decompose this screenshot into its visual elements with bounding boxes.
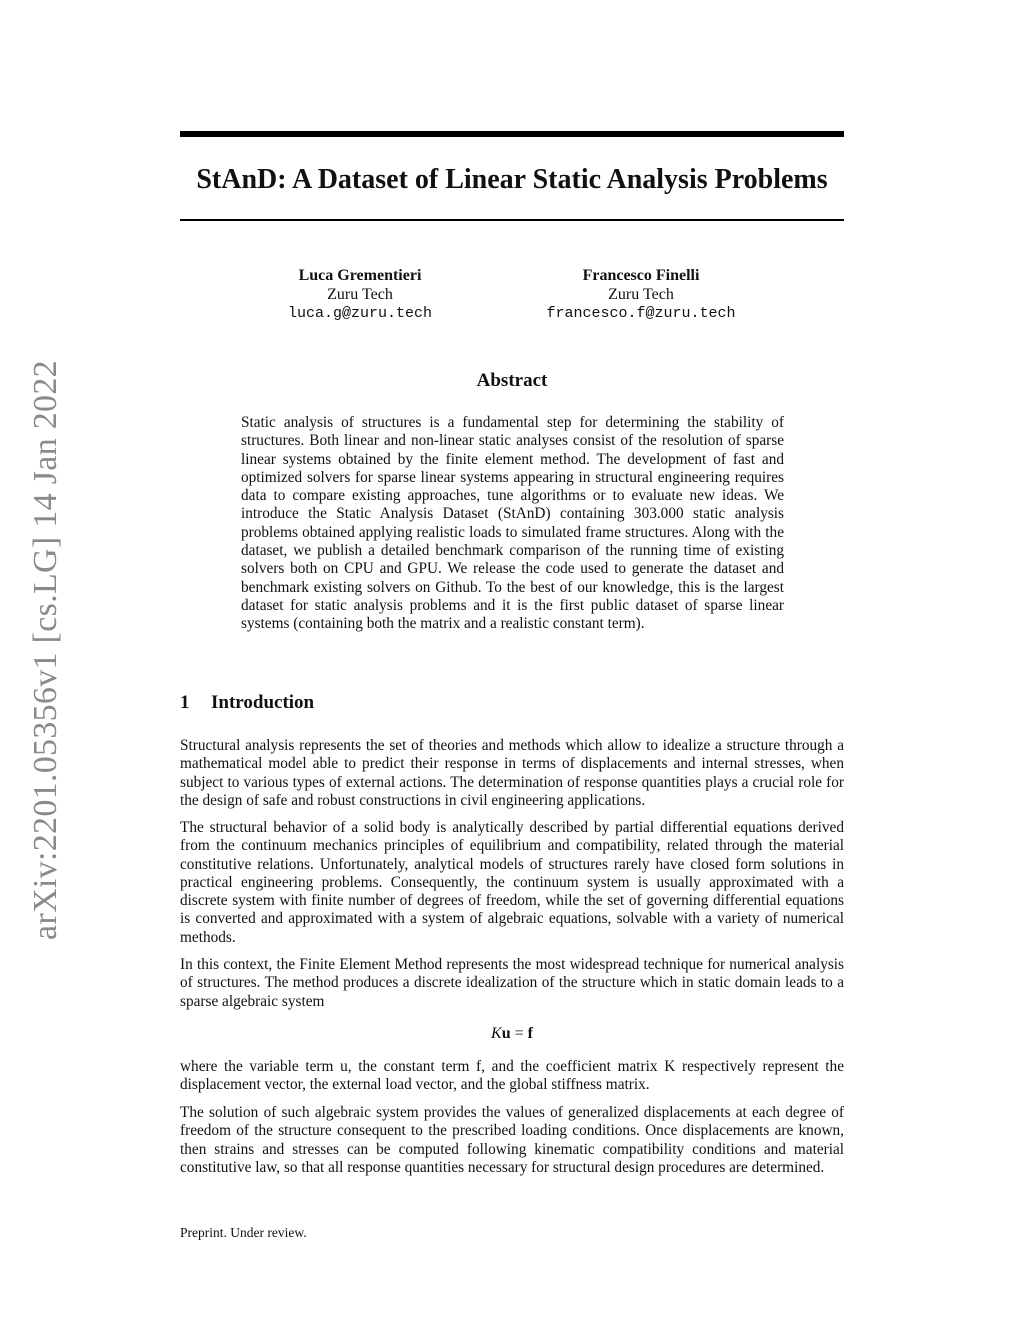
equation-vector-f: f (527, 1025, 533, 1042)
paragraph: The solution of such algebraic system provides the values of generalized displacements at each degree of freedom of the structure consequent to the prescribed loading conditions. Once displacements are known, then strains and stresses can be computed following kinematic compatibility conditions and material constitutive law, so that all response quantities necessary for structural design procedures are determined. (180, 1104, 844, 1176)
footer-note: Preprint. Under review. (180, 1225, 307, 1240)
section-title: Introduction (211, 692, 315, 713)
abstract-text: Static analysis of structures is a fundamental step for determining the stability of structures. Both linear and non-linear static analyses consist of the resolution of sparse linear systems obtained by the finite element method. The development of fast and optimized solvers for sparse linear systems appearing in structural engineering requires data to compare existing approaches, tune algorithms or to evaluate new ideas. We introduce the Static Analysis Dataset (StAnD) containing 303.000 static analysis problems obtained applying realistic loads to simulated frame structures. Along with the dataset, we publish a detailed benchmark comparison of the running time of existing solvers both on CPU and GPU. We release the code used to generate the dataset and benchmark existing solvers on Github. To the best of our knowledge, this is the largest dataset for static analysis problems and it is the first public dataset of sparse linear systems (containing both the matrix and a realistic constant term). (241, 414, 784, 633)
title-top-rule (180, 131, 844, 137)
equation-vector-u: u (501, 1025, 511, 1042)
author-affiliation: Zuru Tech (327, 286, 393, 303)
section-number: 1 (180, 692, 190, 713)
equation-matrix: K (491, 1025, 502, 1042)
abstract-heading: Abstract (476, 370, 548, 391)
author-email: luca.g@zuru.tech (287, 305, 433, 322)
paragraph: In this context, the Finite Element Method represents the most widespread technique for numerical analysis of structures. The method produces a discrete idealization of the structure which in static domain leads to a sparse algebraic system (180, 956, 844, 1010)
paragraph: where the variable term u, the constant term f, and the coefficient matrix K respectively represent the displacement vector, the external load vector, and the global stiffness matrix. (180, 1058, 844, 1094)
equation-operator: = (514, 1025, 524, 1042)
author-email: francesco.f@zuru.tech (546, 305, 736, 322)
author-name: Francesco Finelli (582, 267, 700, 284)
author-name: Luca Grementieri (298, 267, 422, 284)
title-bottom-rule (180, 219, 844, 221)
section-heading (180, 692, 314, 714)
paragraph: Structural analysis represents the set of theories and methods which allow to idealize a structure through a mathematical model able to predict their response in terms of displacements and internal stresses, when subject to various types of external actions. The determination of response quantities plays a crucial role for the design of safe and robust constructions in civil engineering applications. (180, 737, 844, 809)
arxiv-identifier: arXiv:2201.05356v1 [cs.LG] 14 Jan 2022 (27, 360, 64, 940)
paragraph: The structural behavior of a solid body is analytically described by partial differential equations derived from the continuum mechanics principles of equilibrium and compatibility, related through the material constitutive relations. Unfortunately, analytical models of structures rarely have closed form solutions in practical engineering problems. Consequently, the continuum system is usually approximated with a discrete system with finite number of degrees of freedom, while the set of governing differential equations is converted and approximated with a system of algebraic equations, solvable with a variety of numerical methods. (180, 819, 844, 946)
author-block (210, 266, 510, 323)
equation (180, 1024, 844, 1044)
author-affiliation: Zuru Tech (608, 286, 674, 303)
paper-title: StAnD: A Dataset of Linear Static Analysis Problems (196, 164, 828, 195)
author-block (491, 266, 791, 323)
